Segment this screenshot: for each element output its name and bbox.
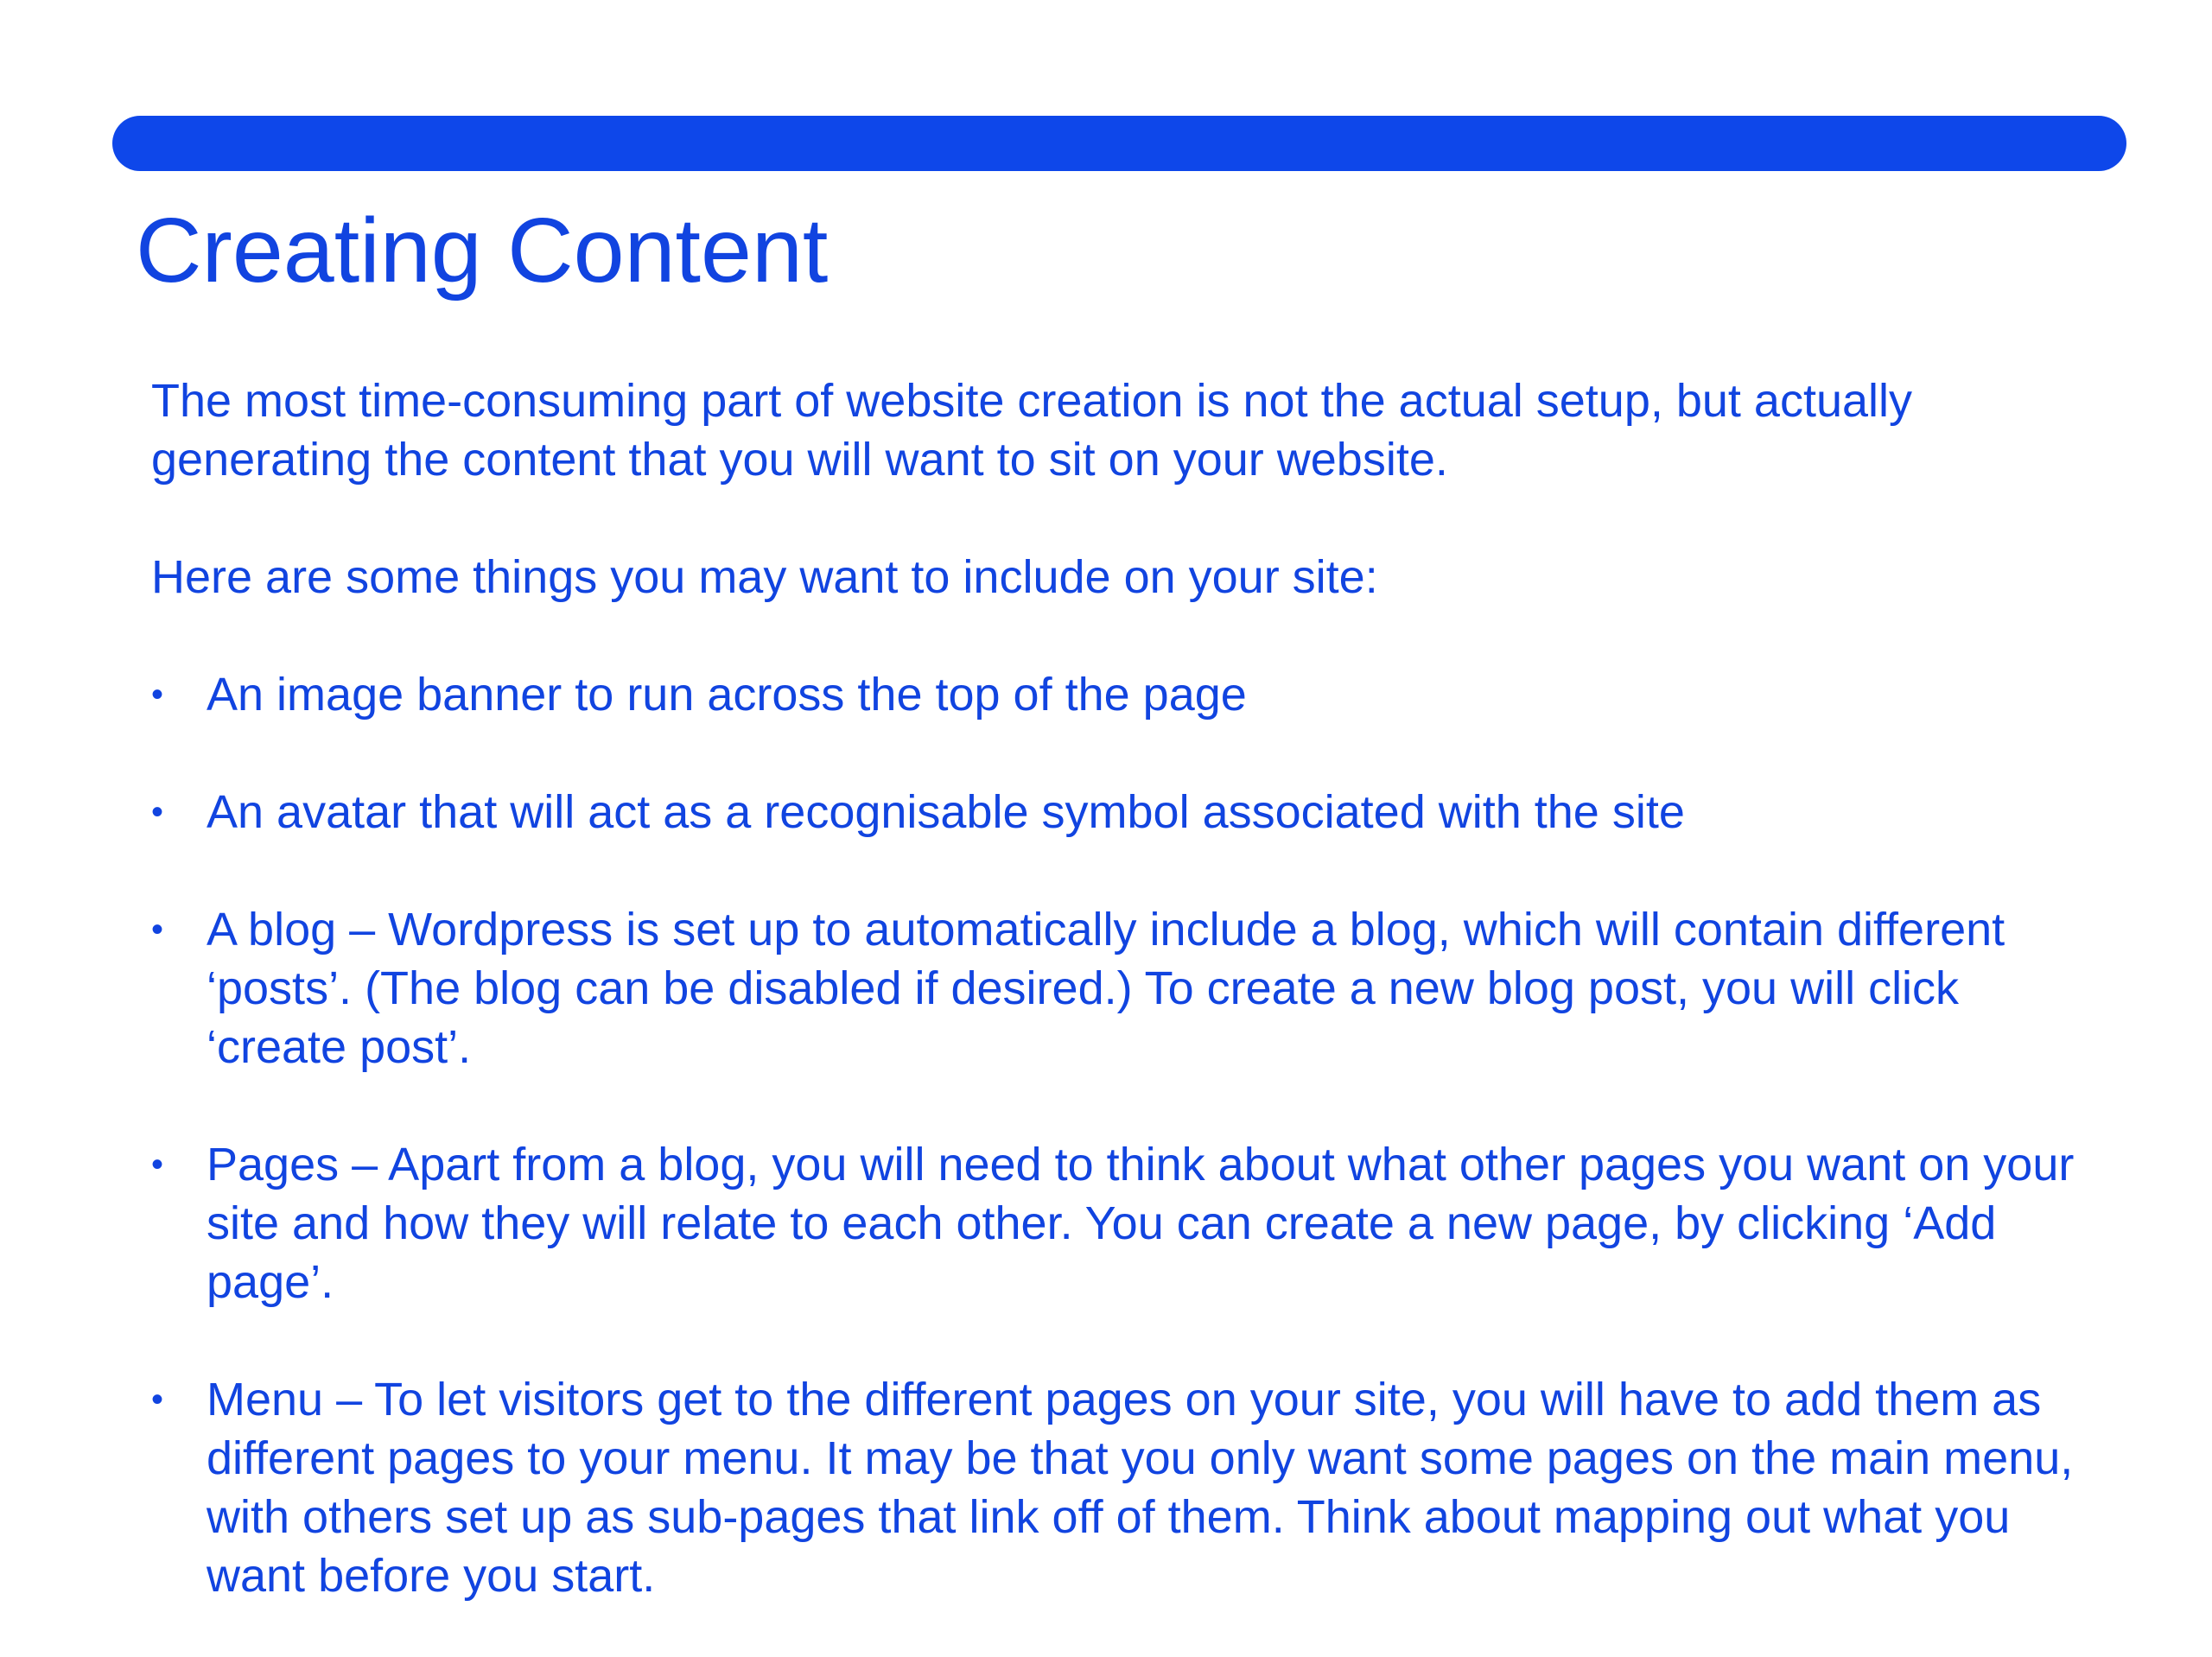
list-item-banner bbox=[151, 665, 2104, 724]
list-item-pages bbox=[151, 1135, 2104, 1311]
content-list bbox=[151, 665, 2104, 1605]
bullet-icon: • bbox=[151, 676, 164, 714]
intro-paragraph: The most time-consuming part of website creation is not the actual setup, but actually generating the content that you will want to sit on your website. bbox=[151, 375, 1913, 486]
bullet-icon: • bbox=[151, 911, 164, 949]
list-item-text: A blog – Wordpress is set up to automatically include a blog, which will contain different ‘posts’. (The blog can be disabled if desired.) To create a new blog post, you will click ‘create post’. bbox=[207, 904, 2005, 1073]
list-item-blog bbox=[151, 900, 2104, 1076]
list-item-text: An image banner to run across the top of the page bbox=[207, 669, 1247, 721]
list-item-text: Pages – Apart from a blog, you will need to think about what other pages you want on your site and how they will relate to each other. You can create a new page, by clicking ‘Add page’. bbox=[207, 1139, 2075, 1308]
bullet-icon: • bbox=[151, 1146, 164, 1184]
list-item-avatar bbox=[151, 783, 2104, 841]
slide-body bbox=[151, 371, 2104, 1605]
list-item-text: An avatar that will act as a recognisable symbol associated with the site bbox=[207, 786, 1685, 838]
list-item-text: Menu – To let visitors get to the different pages on your site, you will have to add them as different pages to your menu. It may be that you only want some pages on the main menu, with others set up as sub-pages that link off of them. Think about mapping out what you want before you start. bbox=[207, 1374, 2074, 1602]
lead-in-paragraph: Here are some things you may want to include on your site: bbox=[151, 551, 1378, 603]
header-accent-bar bbox=[112, 116, 2126, 171]
slide-title: Creating Content bbox=[136, 200, 829, 302]
bullet-icon: • bbox=[151, 1381, 164, 1419]
list-item-menu bbox=[151, 1370, 2104, 1605]
bullet-icon: • bbox=[151, 793, 164, 831]
